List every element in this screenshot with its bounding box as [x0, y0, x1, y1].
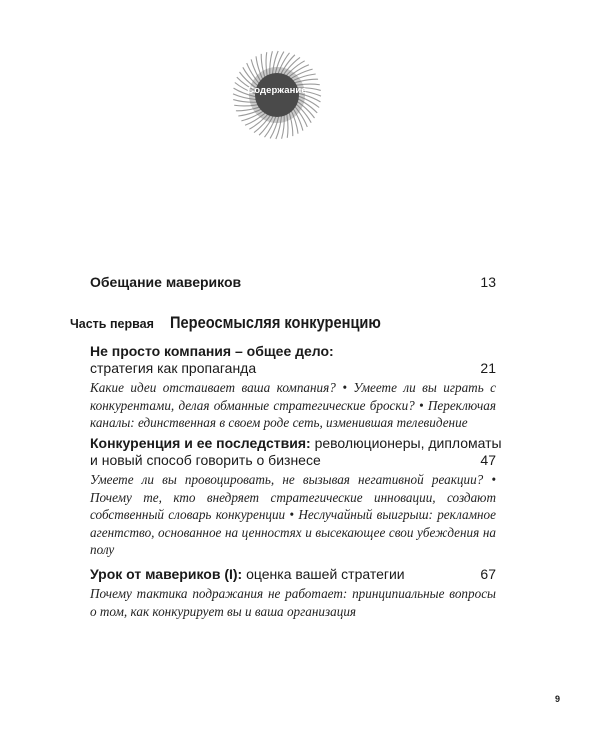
toc-entry-promise[interactable] — [90, 274, 496, 290]
toc-entry-subtitle-line — [90, 360, 496, 377]
toc-page-number: 67 — [480, 566, 496, 582]
part-title: Переосмысляя конкуренцию — [170, 313, 381, 332]
toc-page-number: 21 — [480, 360, 496, 376]
toc-entry-title-rest: революционеры, дипломаты — [310, 435, 502, 451]
toc-page-number: 47 — [480, 452, 496, 468]
toc-page-number: 13 — [480, 274, 496, 290]
toc-entry-subtitle: и новый способ говорить о бизнесе — [90, 452, 321, 468]
toc-entry[interactable] — [90, 343, 496, 432]
page-number: 9 — [555, 694, 561, 704]
toc-entry-title-line — [90, 343, 496, 360]
contents-emblem — [232, 50, 322, 140]
toc-entry[interactable] — [90, 435, 502, 559]
toc-entry-description: Умеете ли вы провоцировать, не вызывая негативной реакции? • Почему те, кто внедряет стратегические инновации, создают собственный словарь конкуренции • Неслучайный выигрыш: рекламное агентство, основанное на ценностях и высекающее свои убеждения на полу — [90, 472, 496, 558]
toc-entry-subtitle: стратегия как пропаганда — [90, 360, 257, 376]
emblem-label: Содержание — [247, 85, 307, 96]
toc-entry-title-bold: Урок от мавериков (I): — [90, 566, 243, 582]
toc-entry-title-rest: оценка вашей стратегии — [242, 566, 405, 582]
toc-entry-title-line — [90, 435, 502, 452]
toc-entry-title-line — [90, 566, 496, 583]
part-label: Часть первая — [70, 317, 154, 331]
part-heading — [70, 313, 415, 333]
toc-entry-title-bold: Не просто компания – общее дело: — [90, 343, 334, 359]
toc-entry-title: Обещание мавериков — [90, 274, 242, 290]
toc-entry-description: Какие идеи отстаивает ваша компания? • Умеете ли вы играть с конкурентами, делая обманные стратегические броски? • Переключая каналы: единственная в своем роде сеть, изменившая телевидение — [90, 380, 496, 431]
toc-entry-description: Почему тактика подражания не работает: принципиальные вопросы о том, как конкурирует вы и ваша организация — [90, 586, 496, 619]
toc-entry-title-bold: Конкуренция и ее последствия: — [90, 435, 311, 451]
toc-entry[interactable] — [90, 566, 496, 620]
toc-entry-subtitle-line — [90, 452, 496, 469]
